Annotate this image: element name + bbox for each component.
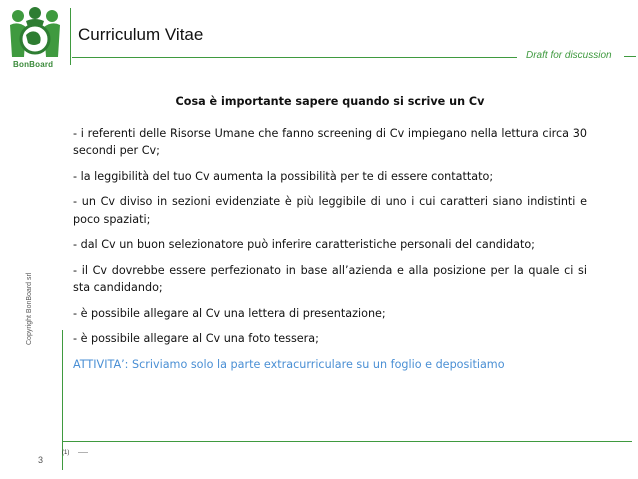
footnote-text: -----: [78, 450, 88, 456]
page-number: 3: [38, 455, 44, 465]
slide-content: [73, 93, 587, 381]
bullet-item: - è possibile allegare al Cv una lettera di presentazione;: [73, 306, 386, 320]
bullet-item: - un Cv diviso in sezioni evidenziate è più leggibile di uno i cui caratteri siano indistinti e poco spaziati;: [73, 195, 587, 226]
page-title: Curriculum Vitae: [78, 25, 204, 44]
header-divider-vertical: [70, 8, 71, 65]
bullet-item: - dal Cv un buon selezionatore può inferire caratteristiche personali del candidato;: [73, 238, 535, 251]
footnote-number: (1): [62, 450, 70, 456]
logo-text: BonBoard: [13, 60, 54, 69]
bullet-item: - i referenti delle Risorse Umane che fanno screening di Cv impiegano nella lettura circa 30 secondi per Cv;: [73, 126, 587, 157]
bonboard-logo: [6, 7, 64, 63]
bullet-item: - la leggibilità del tuo Cv aumenta la possibilità per te di essere contattato;: [73, 169, 494, 183]
footer-divider: [62, 441, 632, 442]
content-heading: Cosa è importante sapere quando si scrive un Cv: [175, 95, 485, 108]
header-divider: [72, 57, 517, 58]
activity-text: ATTIVITA’: Scriviamo solo la parte extracurriculare su un foglio e depositiamo: [73, 357, 505, 371]
copyright-text: Copyright BonBoard srl: [26, 272, 33, 345]
bullet-item: - il Cv dovrebbe essere perfezionato in base all’azienda e alla posizione per la quale ci si sta candidando;: [73, 263, 587, 294]
footer-divider-vertical: [62, 330, 63, 470]
bullet-item: - è possibile allegare al Cv una foto tessera;: [73, 332, 319, 345]
draft-label: Draft for discussion: [526, 50, 612, 61]
draft-line: [624, 56, 636, 57]
